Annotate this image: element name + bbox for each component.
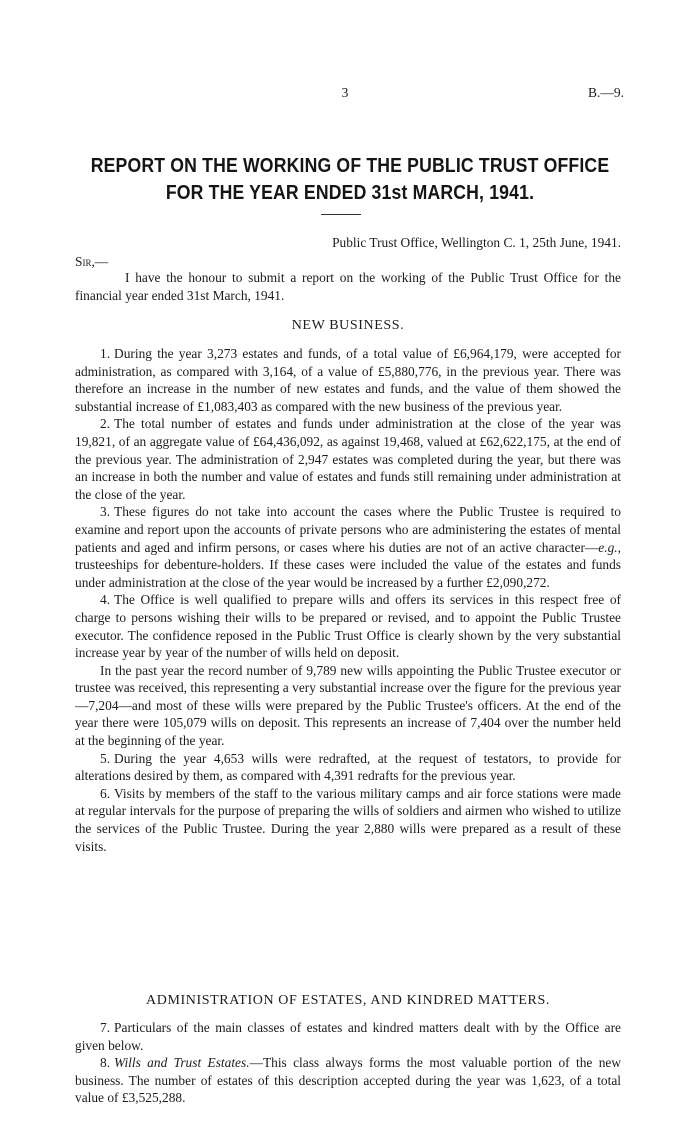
- new-business-paragraphs: [75, 345, 621, 855]
- section-heading-administration: ADMINISTRATION OF ESTATES, AND KINDRED MATTERS.: [146, 993, 550, 1008]
- paragraph-7: [75, 1019, 621, 1054]
- paragraph-1: [75, 345, 621, 415]
- paragraph-number: 2.: [100, 416, 111, 432]
- paragraph-text: , trusteeships for debenture-holders. If these cases were included the value of the estates and funds under administration at the close of the year would be increased by a further £2,090,272.: [75, 539, 621, 590]
- paragraph-text: These figures do not take into account the cases where the Public Trustee is required to examine and report upon the accounts of private persons who are administering the estates of mental patients and aged and infirm persons, or cases where his duties are not of an active character—: [75, 504, 621, 555]
- paragraph-text: During the year 4,653 wills were redrafted, at the request of testators, to provide for alterations desired by them, as compared with 4,391 redrafts for the previous year.: [75, 750, 621, 784]
- paragraph-5: [75, 750, 621, 785]
- paragraph-number: 8.: [100, 1055, 111, 1071]
- report-title: [83, 152, 616, 206]
- paragraph-6: [75, 785, 621, 855]
- paragraph-3: [75, 503, 621, 591]
- paragraph-number: 5.: [100, 750, 111, 766]
- paragraph-text: —This class always forms the most valuable portion of the new business. The number of estates of this description accepted during the year was 1,623, of a total value of £3,525,288.: [75, 1055, 621, 1106]
- document-reference: B.—9.: [587, 85, 624, 100]
- paragraph-number: 3.: [100, 504, 111, 520]
- paragraph-4: [75, 591, 621, 661]
- page-number: 3: [341, 85, 349, 100]
- report-title-line-1: REPORT ON THE WORKING OF THE PUBLIC TRUST OFFICE: [90, 154, 610, 177]
- paragraph-text: In the past year the record number of 9,789 new wills appointing the Public Trustee executor or trustee was received, this representing a very substantial increase over the figure for the previous year—7,204—and most of these wills were prepared by the Public Trustee's officers. At the end of the year there were 105,079 wills on deposit. This represents an increase of 7,404 over the number held at the beginning of the year.: [75, 662, 621, 749]
- paragraph-number: 1.: [100, 346, 111, 361]
- letter-salutation: Sir,—: [75, 254, 109, 269]
- letter-intro: I have the honour to submit a report on the working of the Public Trust Office for the financial year ended 31st March, 1941.: [75, 270, 621, 303]
- report-title-line-2: FOR THE YEAR ENDED 31st MARCH, 1941.: [165, 181, 535, 204]
- paragraph-text: The total number of estates and funds under administration at the close of the year was 19,821, of an aggregate value of £64,436,092, as against 19,468, valued at £62,622,175, at the end of the previous year. The administration of 2,947 estates was completed during the year, but there was an increase in both the number and value of estates and funds still remaining under administration at the close of the year.: [75, 416, 621, 502]
- paragraph-number: 6.: [100, 785, 111, 801]
- page-header: [0, 85, 700, 103]
- paragraph-number: 4.: [100, 592, 111, 608]
- paragraph-italic-heading: Wills and Trust Estates.: [114, 1055, 250, 1071]
- title-divider: [321, 214, 361, 215]
- paragraph-2: [75, 415, 621, 503]
- paragraph-italic-eg: e.g.: [598, 539, 618, 555]
- letter-dateline: Public Trust Office, Wellington C. 1, 25th June, 1941.: [332, 235, 621, 250]
- paragraph-text: During the year 3,273 estates and funds, of a total value of £6,964,179, were accepted for administration, as compared with 3,164, of a value of £5,880,776, in the previous year. There was therefore an increase in the number of new estates and funds, and the value of them showed the substantial increase of £1,083,403 as compared with the new business of the previous year.: [75, 346, 621, 414]
- paragraph-8: [75, 1054, 621, 1107]
- paragraph-text: Particulars of the main classes of estates and kindred matters dealt with by the Office are given below.: [75, 1020, 621, 1053]
- paragraph-text: The Office is well qualified to prepare wills and offers its services in this respect free of charge to persons wishing their wills to be prepared or revised, and to appoint the Public Trustee executor. The confidence reposed in the Public Trust Office is clearly shown by the very substantial increase year by year of the number of wills held on deposit.: [75, 592, 621, 661]
- paragraph-text: Visits by members of the staff to the various military camps and air force stations were made at regular intervals for the purpose of preparing the wills of soldiers and airmen who wished to utilize the services of the Public Trustee. During the year 2,880 wills were prepared as a result of these visits.: [75, 785, 621, 854]
- paragraph-number: 7.: [100, 1020, 111, 1035]
- administration-paragraphs: [75, 1019, 621, 1107]
- paragraph-4-continued: [75, 662, 621, 750]
- section-heading-new-business: NEW BUSINESS.: [291, 318, 405, 333]
